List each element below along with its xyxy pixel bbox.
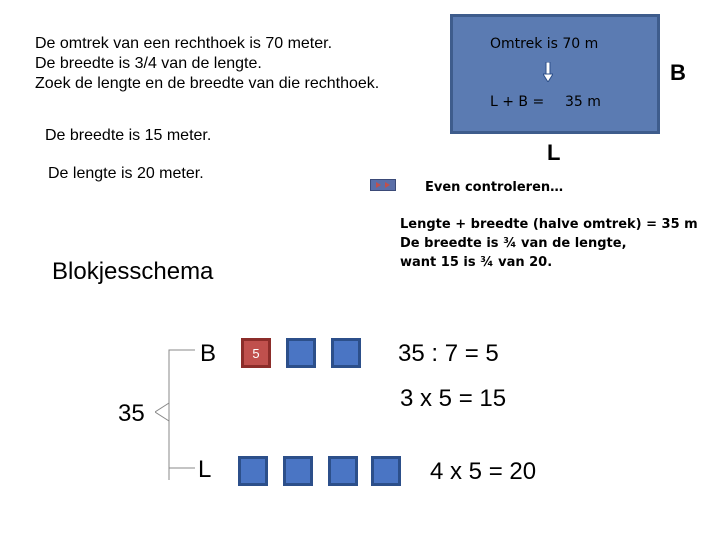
check-title: Even controleren… [425,180,564,195]
calculation-2: 3 x 5 = 15 [400,385,507,412]
schema-l-block [238,456,268,486]
rectangle-lb-label: L + B = [490,94,545,110]
check-line-2: De breedte is ¾ van de lengte, [400,236,627,251]
schema-b-block [331,338,361,368]
schema-total: 35 [118,400,145,427]
schema-l-block [371,456,401,486]
schema-b-block [241,338,271,368]
rectangle-lb-value: 35 m [565,94,601,110]
problem-line-3: Zoek de lengte en de breedte van die rechthoek. [35,75,380,92]
action-button-icon[interactable] [370,179,396,191]
check-line-3: want 15 is ¾ van 20. [400,255,553,270]
answer-lengte: De lengte is 20 meter. [48,165,204,182]
schema-block-value: 5 [252,345,260,361]
calculation-3: 4 x 5 = 20 [430,458,537,485]
schema-l-block [328,456,358,486]
rectangle-diagram [450,14,660,134]
schema-b-label: B [200,340,217,367]
problem-statement [35,34,379,94]
check-explanation [400,215,698,272]
schema-heading: Blokjesschema [52,258,214,285]
problem-line-1: De omtrek van een rechthoek is 70 meter. [35,35,333,52]
schema-l-label: L [198,456,212,483]
arrow-down-icon [543,62,553,82]
rectangle-omtrek-text: Omtrek is 70 m [490,36,599,52]
rectangle-side-l: L [547,140,561,165]
answer-breedte: De breedte is 15 meter. [45,127,212,144]
problem-line-2: De breedte is 3/4 van de lengte. [35,55,262,72]
rectangle-side-b: B [670,60,686,85]
calculation-1: 35 : 7 = 5 [398,340,499,367]
check-line-1: Lengte + breedte (halve omtrek) = 35 m [400,217,698,232]
schema-l-block [283,456,313,486]
schema-b-block [286,338,316,368]
